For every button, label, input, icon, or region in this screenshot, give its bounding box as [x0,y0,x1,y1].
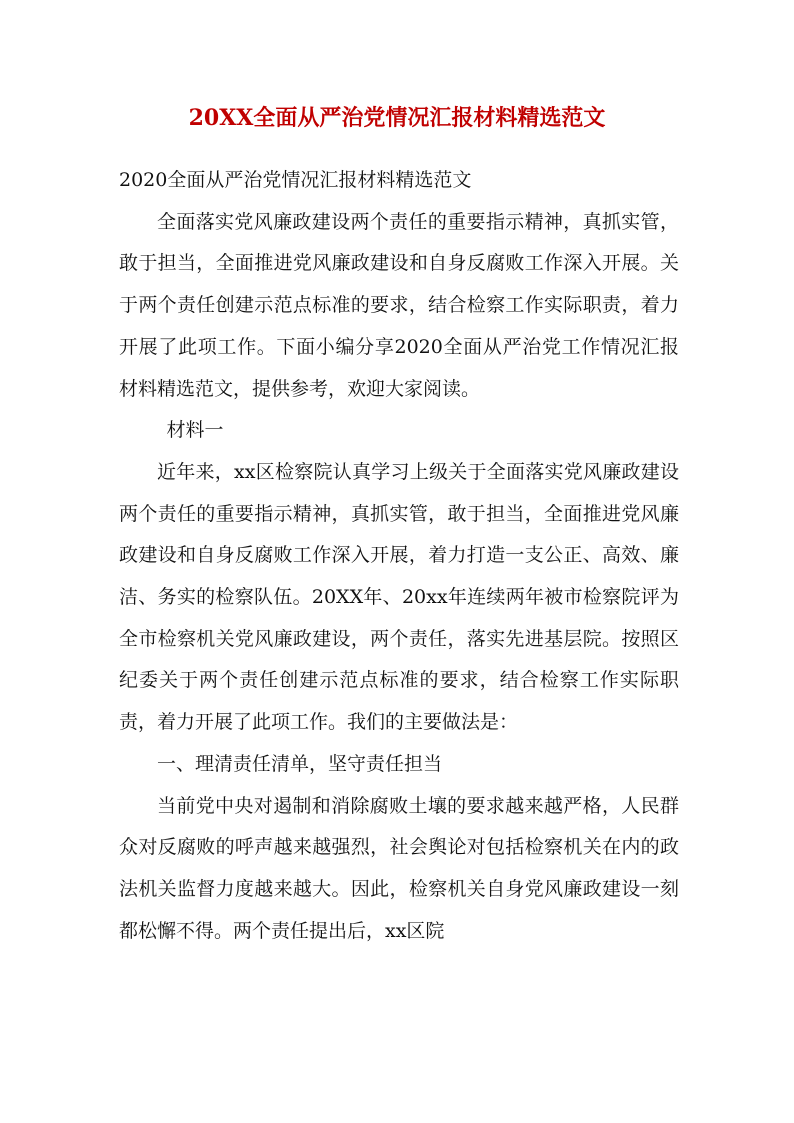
document-body [119,160,679,952]
intro-paragraph: 全面落实党风廉政建设两个责任的重要指示精神，真抓实管，敢于担当，全面推进党风廉政建设和自身反腐败工作深入开展。关于两个责任创建示范点标准的要求，结合检察工作实际职责，着力开展了此项工作。下面小编分享2020全面从严治党工作情况汇报材料精选范文，提供参考，欢迎大家阅读。 [119,210,679,400]
material-one-paragraph: 近年来，xx区检察院认真学习上级关于全面落实党风廉政建设两个责任的重要指示精神，真抓实管，敢于担当，全面推进党风廉政建设和自身反腐败工作深入开展，着力打造一支公正、高效、廉洁、务实的检察队伍。20XX年、20xx年连续两年被市检察院评为全市检察机关党风廉政建设，两个责任，落实先进基层院。按照区纪委关于两个责任创建示范点标准的要求，结合检察工作实际职责，着力开展了此项工作。我们的主要做法是： [119,460,679,734]
document-title: 20XX全面从严治党情况汇报材料精选范文 [188,105,606,131]
section-one-paragraph: 当前党中央对遏制和消除腐败土壤的要求越来越严格，人民群众对反腐败的呼声越来越强烈，社会舆论对包括检察机关在内的政法机关监督力度越来越大。因此，检察机关自身党风廉政建设一刻都松懈不得。两个责任提出后，xx区院 [119,794,679,942]
section-heading-one: 一、理清责任清单，坚守责任担当 [157,752,443,775]
document-subtitle: 2020全面从严治党情况汇报材料精选范文 [119,169,472,191]
section-label-material-one: 材料一 [166,419,224,442]
